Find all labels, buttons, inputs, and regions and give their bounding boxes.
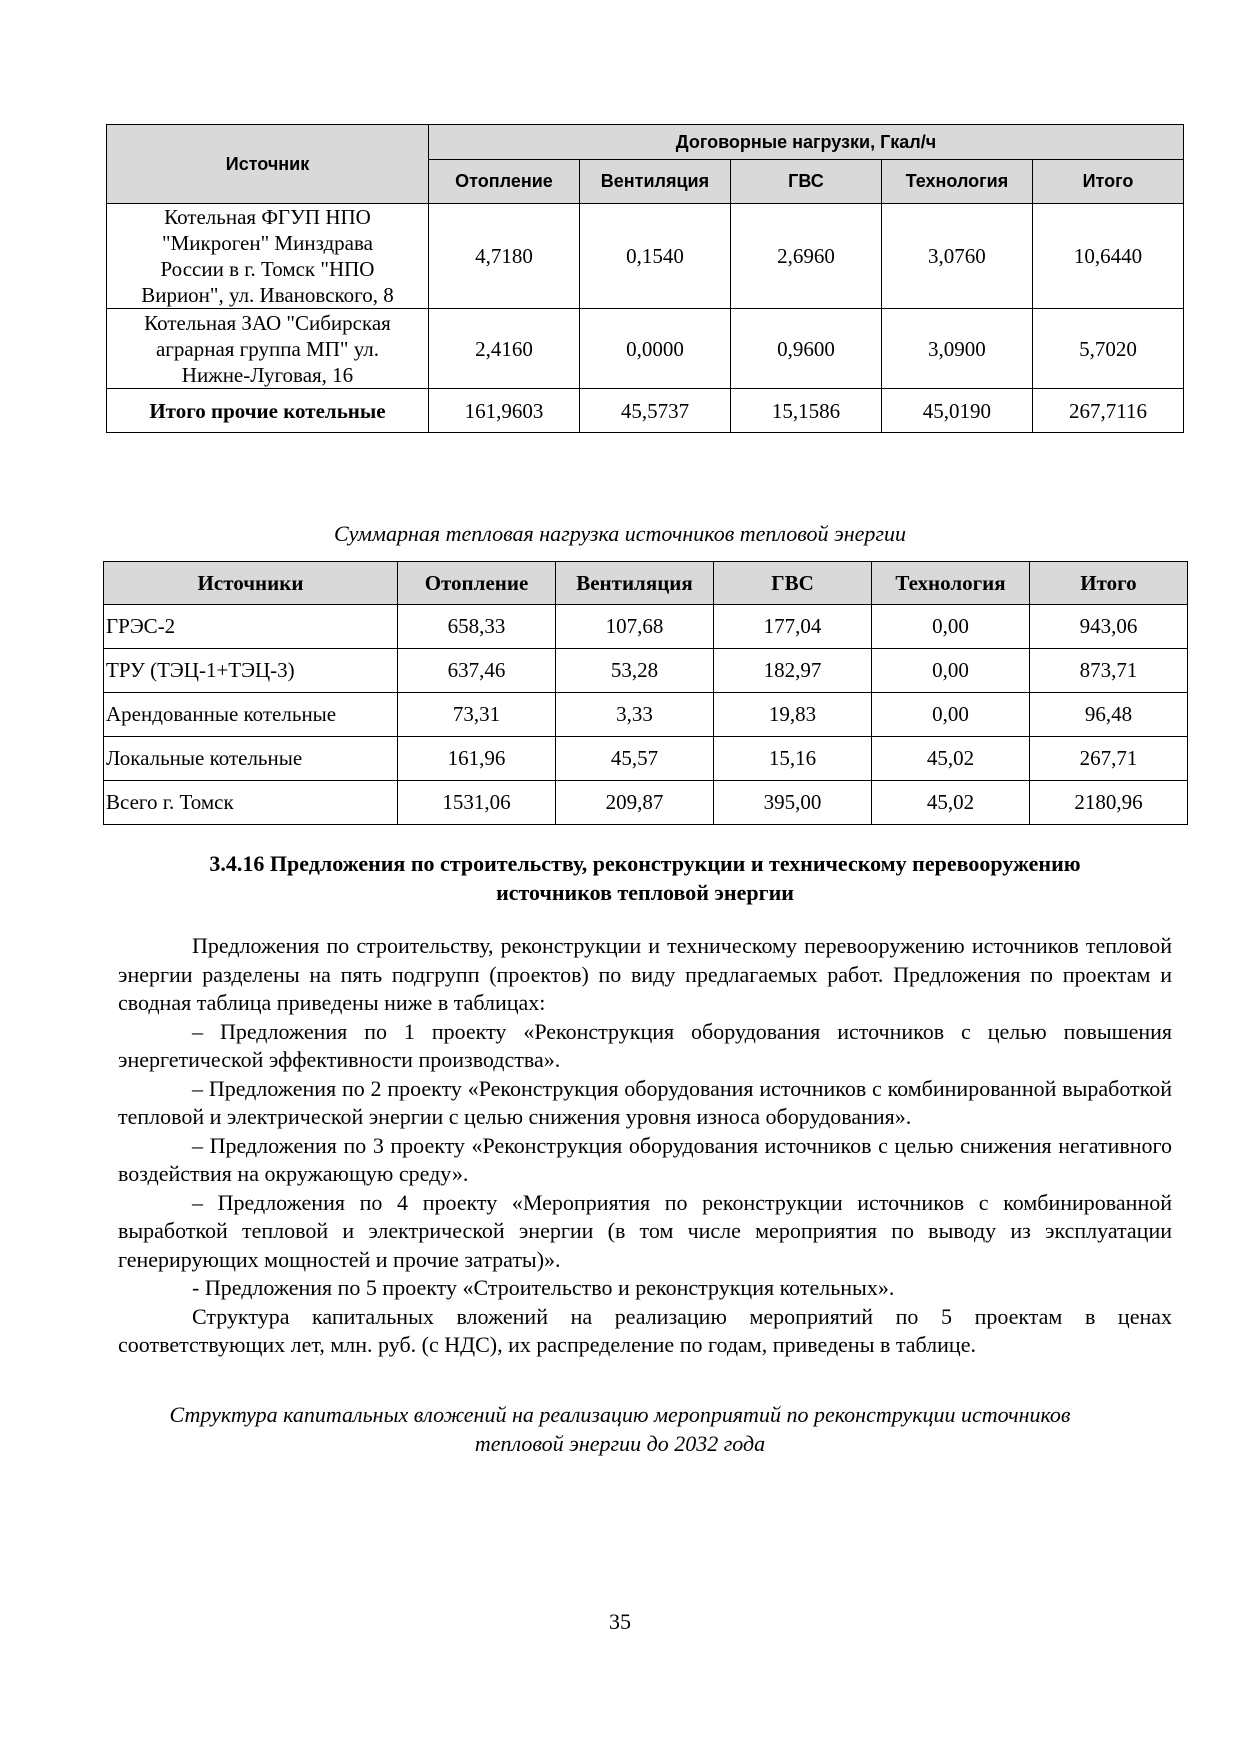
contract-loads-table [106,124,1184,433]
value-cell: 45,02 [872,781,1030,825]
value-cell: 2,4160 [428,309,579,389]
source-name-line: Котельная ФГУП НПО [164,205,371,229]
source-name-line: Нижне-Луговая, 16 [181,362,354,387]
value-cell: 209,87 [556,781,714,825]
paragraph: – Предложения по 2 проекту «Реконструкция оборудования источников с комбинированной выработкой тепловой и электрической энергии с целью снижения уровня износа оборудования». [118,1075,1172,1129]
value-cell: 3,33 [556,693,714,737]
value-cell: 182,97 [714,649,872,693]
value-cell: 637,46 [398,649,556,693]
value-cell: 177,04 [714,605,872,649]
value-cell: 267,7116 [1032,389,1183,433]
value-cell: 0,00 [872,693,1030,737]
section-heading [120,849,1170,907]
paragraph: – Предложения по 4 проекту «Мероприятия по реконструкции источников с комбинированной выработкой тепловой и электрической энергии (в том числе мероприятия по выводу из эксплуатации генерирующих мощностей и прочие затраты)». [118,1189,1172,1272]
value-cell: 45,57 [556,737,714,781]
value-cell: 161,9603 [428,389,579,433]
paragraph: – Предложения по 1 проекту «Реконструкция оборудования источников с целью повышения энергетической эффективности производства». [118,1018,1172,1072]
column-header: Вентиляция [579,160,730,204]
value-cell: 10,6440 [1032,204,1183,309]
table-row [104,649,1188,693]
column-header: Источники [104,562,398,605]
column-header: Отопление [398,562,556,605]
table-caption: Суммарная тепловая нагрузка источников тепловой энергии [334,521,906,546]
table-row [107,204,1184,309]
value-cell: 45,02 [872,737,1030,781]
column-header: Вентиляция [556,562,714,605]
source-name-cell: ТРУ (ТЭЦ-1+ТЭЦ-3) [104,649,398,693]
column-header: ГВС [730,160,881,204]
value-cell: 3,0760 [881,204,1032,309]
table-row [104,605,1188,649]
value-cell: 107,68 [556,605,714,649]
section-heading-line: источников тепловой энергии [496,880,794,905]
column-header: Технология [881,160,1032,204]
value-cell: 658,33 [398,605,556,649]
source-name-cell: Арендованные котельные [104,693,398,737]
paragraph: Предложения по строительству, реконструкции и техническому перевооружению источников тепловой энергии разделены на пять подгрупп (проектов) по виду предлагаемых работ. Предложения по проектам и сводная таблица приведены ниже в таблицах: [118,933,1172,1015]
paragraph: Структура капитальных вложений на реализацию мероприятий по 5 проектам в ценах соответствующих лет, млн. руб. (с НДС), их распределение по годам, приведены в таблице. [118,1303,1172,1357]
source-header: Источник [107,125,429,204]
table-row [107,309,1184,389]
value-cell: 2,6960 [730,204,881,309]
value-cell: 53,28 [556,649,714,693]
table-caption [0,1400,1240,1458]
value-cell: 5,7020 [1032,309,1183,389]
contract-loads-header: Договорные нагрузки, Гкал/ч [428,125,1183,160]
value-cell: 0,00 [872,649,1030,693]
column-header: Отопление [428,160,579,204]
source-name-line: России в г. Томск "НПО [160,257,375,281]
value-cell: 0,00 [872,605,1030,649]
caption-line: тепловой энергии до 2032 года [474,1431,766,1456]
body-text [118,932,1172,1360]
value-cell: 267,71 [1030,737,1188,781]
source-name-line: аграрная группа МП" ул. [155,336,380,361]
value-cell: 0,0000 [579,309,730,389]
column-header: Итого [1030,562,1188,605]
source-name-line: "Микроген" Минздрава [162,231,373,255]
total-label-cell: Итого прочие котельные [107,389,429,433]
table-row [104,737,1188,781]
value-cell: 45,5737 [579,389,730,433]
value-cell: 0,1540 [579,204,730,309]
source-name-cell: ГРЭС-2 [104,605,398,649]
value-cell: 19,83 [714,693,872,737]
value-cell: 4,7180 [428,204,579,309]
column-header: Итого [1032,160,1183,204]
table-row [104,693,1188,737]
value-cell: 3,0900 [881,309,1032,389]
source-name-cell: Локальные котельные [104,737,398,781]
value-cell: 1531,06 [398,781,556,825]
value-cell: 943,06 [1030,605,1188,649]
value-cell: 15,1586 [730,389,881,433]
value-cell: 96,48 [1030,693,1188,737]
section-heading-line: 3.4.16 Предложения по строительству, реконструкции и техническому перевооружению [209,851,1081,876]
source-name-cell [107,204,429,309]
table-total-row [107,389,1184,433]
total-heat-load-table [103,561,1188,825]
caption-line: Структура капитальных вложений на реализацию мероприятий по реконструкции источников [169,1402,1071,1427]
value-cell: 45,0190 [881,389,1032,433]
source-name-line: Вирион", ул. Ивановского, 8 [141,283,394,307]
value-cell: 2180,96 [1030,781,1188,825]
paragraph: - Предложения по 5 проекту «Строительство и реконструкция котельных». [192,1275,895,1300]
column-header: ГВС [714,562,872,605]
paragraph: – Предложения по 3 проекту «Реконструкция оборудования источников с целью снижения негативного воздействия на окружающую среду». [118,1132,1172,1186]
value-cell: 395,00 [714,781,872,825]
source-name-line: Котельная ЗАО "Сибирская [144,310,391,335]
table-total-row [104,781,1188,825]
value-cell: 15,16 [714,737,872,781]
value-cell: 161,96 [398,737,556,781]
value-cell: 0,9600 [730,309,881,389]
source-name-cell: Всего г. Томск [104,781,398,825]
source-name-cell [107,309,429,389]
value-cell: 73,31 [398,693,556,737]
page-number: 35 [609,1609,631,1634]
value-cell: 873,71 [1030,649,1188,693]
column-header: Технология [872,562,1030,605]
